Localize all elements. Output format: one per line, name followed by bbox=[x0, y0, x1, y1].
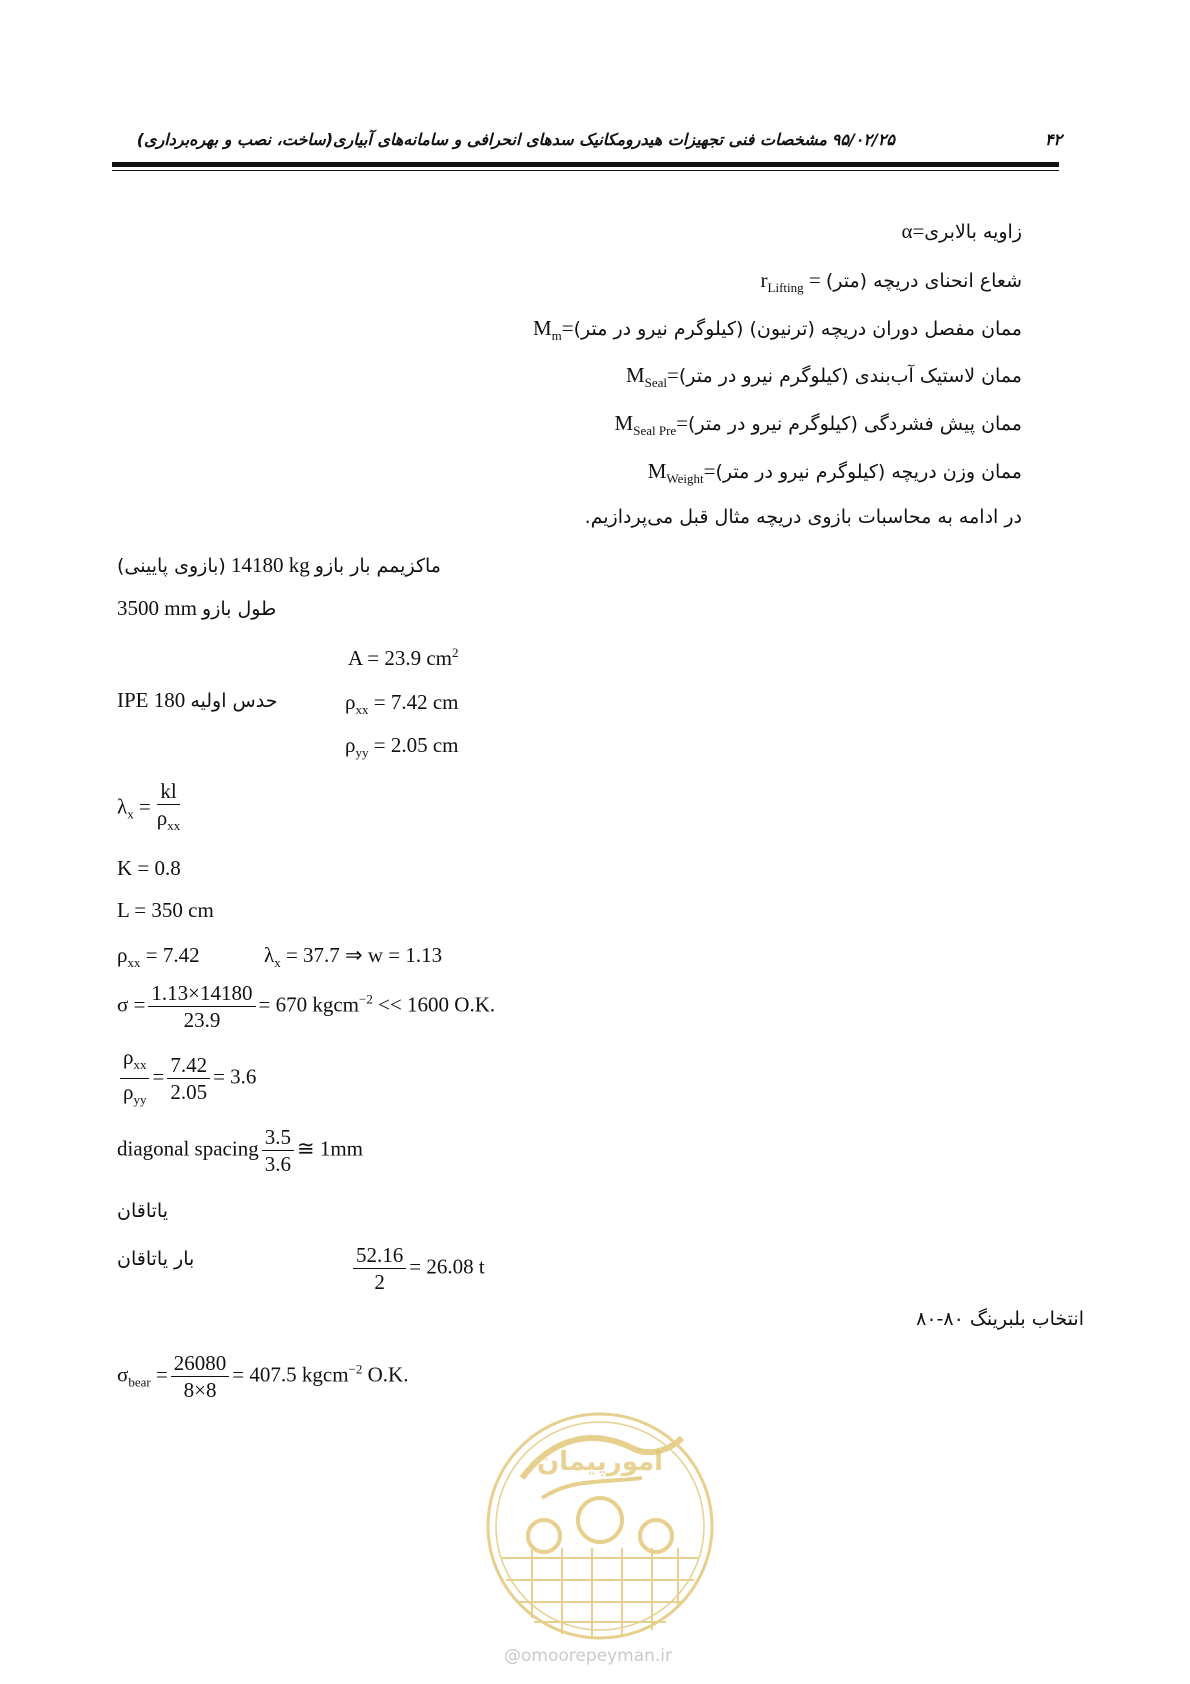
lambda-result: = 37.7 ⇒ w = 1.13 bbox=[285, 943, 443, 967]
diagonal-fraction bbox=[262, 1124, 294, 1177]
definition-m-seal-pre bbox=[615, 411, 1022, 439]
definition-text: شعاع انحنای دریچه (متر) bbox=[825, 270, 1022, 292]
sigma-formula: σ = $\frac{1.13\times 14180}{23.9}$ = 670 kgcm$^{-2}$ << 1600 O.K. bbox=[117, 981, 496, 1032]
l-value: L = 350 cm bbox=[117, 898, 214, 922]
bearing-stress-fraction bbox=[171, 1350, 230, 1403]
sigma-numerator: 1.13×14180 bbox=[148, 980, 255, 1007]
arm-load-note: (بازوی پایینی) bbox=[117, 555, 226, 577]
bearing-load-numerator: 52.16 bbox=[353, 1242, 406, 1269]
definition-text: زاویه بالابری bbox=[924, 221, 1022, 243]
diagonal-numerator: 3.5 bbox=[262, 1124, 294, 1151]
bearing-stress-numerator: 26080 bbox=[171, 1350, 230, 1377]
arm-load-value: 14180 kg bbox=[230, 553, 310, 577]
symbol-sub: Seal bbox=[644, 375, 668, 391]
diagonal-label: diagonal spacing bbox=[117, 1136, 259, 1161]
rho-xx-calc: = 7.42 bbox=[145, 943, 200, 967]
symbol-sub: m bbox=[551, 328, 562, 344]
page-number: ۴۲ bbox=[1044, 130, 1062, 149]
definition-symbol: α= bbox=[901, 219, 925, 243]
rho-xx-line: $\rho_{xx} = 7.42$ cm bbox=[345, 690, 459, 718]
symbol-sub: Seal Pre bbox=[633, 423, 677, 439]
lambda-den-sub: xx bbox=[167, 818, 181, 834]
definition-symbol bbox=[614, 411, 689, 439]
k-value: K = 0.8 bbox=[117, 856, 181, 880]
watermark-logo-text: امورپیمان bbox=[536, 1447, 664, 1477]
header-title: مشخصات فنی تجهیزات هیدرومکانیک سدهای انحرافی و سامانه‌های آبیاری(ساخت، نصب و بهره‌برداری) bbox=[136, 130, 827, 149]
rho-yy-value: = 2.05 cm bbox=[373, 733, 459, 757]
bearing-selection: انتخاب بلبرینگ ۸۰-۸۰ bbox=[916, 1308, 1084, 1330]
symbol-eq: = bbox=[561, 316, 574, 340]
lambda-denominator: $\rho_{xx}$ bbox=[156, 806, 181, 834]
symbol-eq: = bbox=[803, 268, 821, 292]
lambda-numerator: kl bbox=[157, 778, 179, 805]
bearing-load-denominator: 2 bbox=[374, 1270, 385, 1294]
rho-lambda-line: $\rho_{xx} = 7.42$ bbox=[117, 943, 200, 971]
definition-text: ممان مفصل دوران دریچه (ترنیون) (کیلوگرم نیرو در متر) bbox=[573, 318, 1022, 340]
diagonal-formula bbox=[117, 1124, 363, 1177]
watermark-logo bbox=[482, 1408, 718, 1668]
rho-yy-line: $\rho_{yy} = 2.05$ cm bbox=[345, 733, 459, 761]
definition-symbol bbox=[760, 268, 821, 296]
definition-m-seal bbox=[626, 363, 1022, 391]
symbol-sub: Lifting bbox=[767, 280, 804, 296]
diagonal-denominator: 3.6 bbox=[264, 1152, 291, 1176]
arm-length-line bbox=[117, 596, 276, 621]
symbol-base: M bbox=[614, 411, 634, 435]
ratio-lhs-num: $\rho_{xx}$ bbox=[120, 1044, 149, 1079]
definition-text: ممان پیش فشردگی (کیلوگرم نیرو در متر) bbox=[688, 413, 1022, 435]
ratio-fraction bbox=[167, 1052, 210, 1105]
sigma-check: << 1600 O.K. bbox=[372, 992, 496, 1017]
sigma-denominator: 23.9 bbox=[183, 1008, 221, 1032]
definition-symbol bbox=[625, 363, 679, 391]
definition-m-m bbox=[533, 316, 1022, 344]
symbol-base: r bbox=[760, 268, 768, 292]
ratio-formula: $\frac{\rho_{xx}}{\rho_{yy}}$ = $\frac{7.42}{2.05}$ = 3.6 bbox=[117, 1044, 256, 1113]
definition-text: ممان لاستیک آب‌بندی (کیلوگرم نیرو در متر) bbox=[678, 365, 1022, 387]
symbol-base: M bbox=[625, 363, 645, 387]
header-date: ۹۵/۰۲/۲۵ bbox=[831, 130, 895, 149]
lambda-fraction bbox=[154, 778, 183, 839]
bearing-stress-formula: $\sigma_{bear}$ = $\frac{26080}{8\times 8}$ = 407.5 kgcm$^{-2}$ O.K. bbox=[117, 1351, 409, 1402]
header-rule bbox=[112, 162, 1059, 167]
ratio-lhs bbox=[120, 1044, 149, 1113]
arm-load-line bbox=[117, 553, 441, 578]
bearing-heading: یاتاقان bbox=[117, 1200, 168, 1222]
sigma-result: = 670 kgcm bbox=[258, 992, 360, 1017]
symbol-eq: = bbox=[676, 411, 689, 435]
lambda-formula: $\lambda_x$ = $\frac{kl}{\rho_{xx}}$ bbox=[117, 778, 186, 839]
section-guess-label: حدس اولیه bbox=[190, 690, 278, 712]
definition-alpha bbox=[901, 219, 1022, 244]
rho-xx-value: = 7.42 cm bbox=[373, 690, 459, 714]
definition-symbol bbox=[532, 316, 574, 344]
bearing-stress-exponent: −2 bbox=[348, 1361, 363, 1377]
header-rule-thin bbox=[112, 170, 1059, 171]
arm-load-label: ماکزیمم بار بازو bbox=[314, 555, 441, 577]
definition-m-weight bbox=[648, 459, 1022, 487]
section-area bbox=[348, 645, 459, 671]
bearing-load-label: بار یاتاقان bbox=[117, 1248, 195, 1270]
bearing-load-formula bbox=[350, 1242, 485, 1295]
lambda-result-line: $\lambda_x = 37.7$ ⇒ w = 1.13 bbox=[264, 943, 443, 971]
section-profile: IPE 180 bbox=[117, 688, 186, 712]
ratio-denominator: 2.05 bbox=[170, 1080, 208, 1105]
definition-symbol bbox=[647, 459, 716, 487]
bearing-load-result: = 26.08 t bbox=[409, 1254, 485, 1279]
symbol-base: M bbox=[532, 316, 552, 340]
diagonal-result: ≅ 1mm bbox=[296, 1136, 363, 1161]
bearing-stress-result: = 407.5 kgcm bbox=[232, 1362, 349, 1387]
bearing-stress-check: O.K. bbox=[362, 1362, 409, 1387]
definition-text: ممان وزن دریچه (کیلوگرم نیرو در متر) bbox=[715, 461, 1022, 483]
at-icon: @ bbox=[504, 1646, 521, 1666]
sigma-exponent: −2 bbox=[359, 991, 373, 1007]
watermark-url-text: omoorepeyman.ir bbox=[521, 1646, 673, 1666]
arm-length-value: 3500 mm bbox=[117, 596, 197, 620]
intro-text: در ادامه به محاسبات بازوی دریچه مثال قبل می‌پردازیم. bbox=[584, 506, 1022, 528]
watermark-emblem-icon bbox=[482, 1408, 718, 1658]
section-guess-line bbox=[117, 688, 277, 713]
symbol-eq: = bbox=[703, 459, 716, 483]
area-value: A = 23.9 cm bbox=[348, 646, 453, 670]
ratio-lhs-den: $\rho_{yy}$ bbox=[123, 1080, 147, 1108]
watermark-url bbox=[504, 1646, 672, 1666]
bearing-stress-denominator: 8×8 bbox=[183, 1378, 217, 1402]
definition-r-lifting bbox=[761, 268, 1022, 296]
ratio-numerator: 7.42 bbox=[167, 1052, 210, 1079]
bearing-load-fraction bbox=[353, 1242, 406, 1295]
symbol-eq: = bbox=[667, 363, 679, 387]
symbol-base: M bbox=[647, 459, 667, 483]
arm-length-label: طول بازو bbox=[202, 598, 277, 620]
ratio-result: = 3.6 bbox=[213, 1064, 257, 1089]
area-exponent: 2 bbox=[452, 645, 459, 660]
sigma-fraction bbox=[148, 980, 255, 1033]
symbol-sub: Weight bbox=[666, 471, 704, 487]
